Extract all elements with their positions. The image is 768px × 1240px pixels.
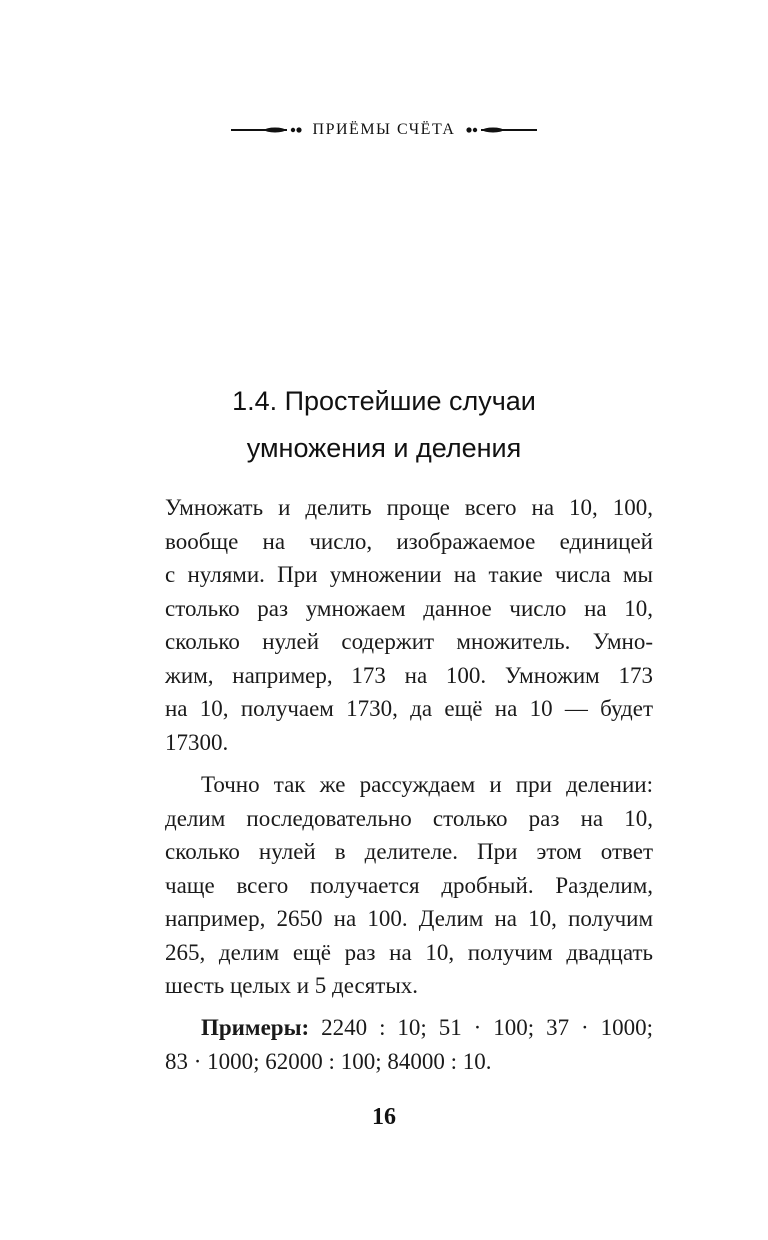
paragraph-line: шесть целых и 5 десятых. — [165, 973, 419, 998]
examples-line-2: 83 · 1000; 62000 : 100; 84000 : 10. — [165, 1048, 492, 1074]
section-heading — [0, 378, 768, 472]
right-ornament-icon — [465, 124, 537, 136]
examples-paragraph — [165, 1011, 653, 1078]
section-heading-line-1: 1.4. Простейшие случаи — [232, 386, 536, 416]
paragraph-line: на 10, получаем 1730, да ещё на 10 — будет — [165, 696, 653, 721]
running-header — [0, 112, 768, 148]
paragraph-line: сколько нулей в делителе. При этом ответ — [165, 839, 653, 864]
paragraph-line: с нулями. При умножении на такие числа мы — [165, 562, 653, 587]
examples-line-1-text: 2240 : 10; 51 · 100; 37 · 1000; — [321, 1015, 653, 1040]
paragraph-line: Точно так же рассуждаем и при делении: — [201, 772, 653, 797]
paragraph-line: столько раз умножаем данное число на 10, — [165, 595, 653, 621]
running-header-title: ПРИЁМЫ СЧЁТА — [312, 121, 456, 138]
paragraph-line: Умножать и делить проще всего на 10, 100, — [165, 495, 653, 520]
paragraph-line: чаще всего получается дробный. Разделим, — [165, 872, 653, 898]
paragraph-line: вообще на число, изображаемое единицей — [165, 528, 653, 554]
paragraph-line: делим последовательно столько раз на 10, — [165, 805, 653, 831]
paragraph-line: 17300. — [165, 729, 229, 755]
left-ornament-icon — [231, 124, 303, 136]
examples-label: Примеры: — [201, 1015, 310, 1040]
page-number: 16 — [372, 1104, 396, 1130]
paragraph-line: жим, например, 173 на 100. Умножим 173 — [165, 662, 653, 688]
examples-line-1 — [165, 1011, 653, 1045]
paragraph-line: сколько нулей содержит множитель. Умно- — [165, 629, 653, 654]
paragraph-2 — [165, 768, 653, 1003]
section-heading-line-2: умножения и деления — [246, 433, 522, 463]
paragraph-line: 265, делим ещё раз на 10, получим двадцать — [165, 939, 653, 965]
paragraph-1 — [165, 491, 653, 759]
paragraph-line: например, 2650 на 100. Делим на 10, получим — [165, 906, 653, 931]
